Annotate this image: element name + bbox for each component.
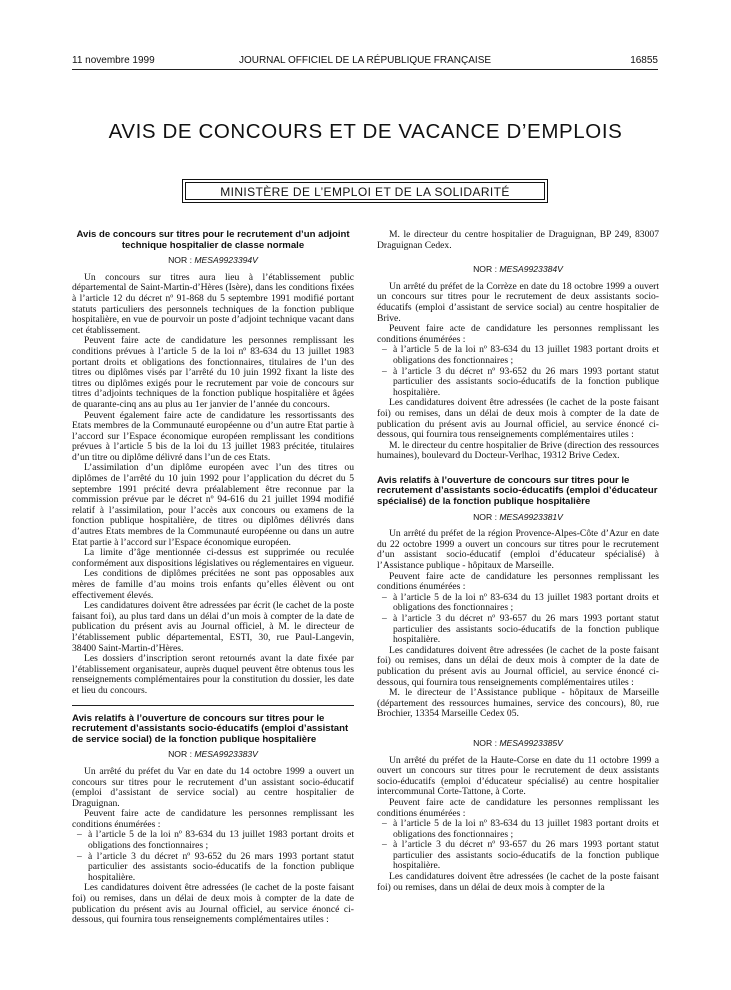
right-column: [377, 230, 659, 893]
paragraph: Les dossiers d’inscription seront retournés avant la date fixée par l’établissement organisateur, auprès duquel peuvent être obtenus tous les renseignements complémentaires pour la constitution du dossier, les date et lieu du concours.: [72, 653, 354, 696]
paragraph: Les candidatures doivent être adressées (le cachet de la poste faisant foi) ou remises, dans un délai de deux mois à compter de la date de publication du présent avis au Journal officiel, au service énoncé ci-dessous, qui fournira tous renseignements complémentaires utiles :: [72, 882, 354, 926]
nor-code: MESA9923385V: [499, 737, 563, 748]
header-rule: [72, 69, 658, 70]
paragraph: Les conditions de diplômes précitées ne sont pas opposables aux mères de famille d’au moins trois enfants qu’elles élèvent ou ont effectivement élevés.: [72, 568, 354, 601]
paragraph: Les candidatures doivent être adressées par écrit (le cachet de la poste faisant foi), au plus tard dans un délai d’un mois à compter de la date de publication du présent avis au Journal officiel, à M. le directeur de l’établissement public départemental, ESTI, 30, rue Paul-Langevin, 38400 Saint-Martin-d’Hères.: [72, 600, 354, 654]
list-item: – à l’article 5 de la loi nº 83-634 du 13 juillet 1983 portant droits et obligations des fonctionnaires ;: [377, 593, 659, 614]
paragraph: Les candidatures doivent être adressées (le cachet de la poste faisant foi) ou remises, dans un délai de deux mois à compter de la date de publication du présent avis au Journal officiel, au service énoncé ci-dessous, qui fournira tous renseignements complémentaires utiles :: [377, 644, 659, 688]
list-item: – à l’article 3 du décret nº 93-657 du 26 mars 1993 portant statut particulier des assistants socio-éducatifs de la fonction publique hospitalière.: [377, 840, 659, 872]
paragraph: Peuvent faire acte de candidature les personnes remplissant les conditions énumérées :: [377, 570, 659, 593]
nor-label: NOR :: [168, 255, 192, 266]
nor-label: NOR :: [168, 749, 192, 760]
conditions-list: [377, 819, 659, 872]
list-item: – à l’article 5 de la loi nº 83-634 du 13 juillet 1983 portant droits et obligations des fonctionnaires ;: [377, 819, 659, 840]
paragraph: Les candidatures doivent être adressées (le cachet de la poste faisant foi) ou remises, dans un délai de deux mois à compter de la date de publication du présent avis au Journal officiel, au service énoncé ci-dessous, qui fournira tous renseignements complémentaires utiles :: [377, 397, 659, 441]
spacer: [377, 251, 659, 260]
conditions-list: [377, 345, 659, 398]
paragraph: Un arrêté du préfet du Var en date du 14 octobre 1999 a ouvert un concours sur titres pour le recrutement d’un assistant socio-éducatif (emploi d’assistant de service social) au centre hospitalier de Draguignan.: [72, 765, 354, 809]
paragraph: Les candidatures doivent être adressées (le cachet de la poste faisant foi) ou remises, dans un délai de deux mois à compter de la: [377, 871, 659, 893]
spacer: [377, 462, 659, 476]
main-title: AVIS DE CONCOURS ET DE VACANCE D’EMPLOIS: [108, 120, 623, 143]
page-number: 16855: [630, 55, 658, 66]
list-item: – à l’article 3 du décret nº 93-652 du 26 mars 1993 portant statut particulier des assistants socio-éducatifs de la fonction publique hospitalière.: [377, 367, 659, 399]
list-item: – à l’article 5 de la loi nº 83-634 du 13 juillet 1983 portant droits et obligations des fonctionnaires ;: [72, 830, 354, 851]
nor-reference: [377, 264, 659, 275]
nor-code: MESA9923383V: [194, 749, 258, 760]
paragraph: Un concours sur titres aura lieu à l’établissement public départemental de Saint-Martin-d’Hères (Isère), dans les conditions fixées à l’article 12 du décret nº 91-868 du 5 septembre 1991 modifié portant statuts particuliers des personnels techniques de la fonction publique hospitalière, en vue de pourvoir un poste d’adjoint technique vacant dans cet établissement.: [72, 271, 354, 336]
nor-code: MESA9923381V: [499, 511, 563, 522]
nor-reference: [72, 255, 354, 266]
conditions-list: [377, 593, 659, 646]
conditions-list: [72, 830, 354, 883]
notice-title: Avis relatifs à l’ouverture de concours sur titres pour le recrutement d’assistants socio-éducatifs (emploi d’éducateur spécialisé) de la fonction publique hospitalière: [377, 474, 658, 508]
paragraph: M. le directeur du centre hospitalier de Brive (direction des ressources humaines), boulevard du Docteur-Verlhac, 19312 Brive Cedex.: [377, 439, 659, 462]
nor-label: NOR :: [473, 737, 497, 748]
notice-title: Avis relatifs à l’ouverture de concours sur titres pour le recrutement d’assistants socio-éducatifs (emploi d’assistant de service social) de la fonction publique hospitalière: [72, 712, 349, 745]
paragraph: M. le directeur du centre hospitalier de Draguignan, BP 249, 83007 Draguignan Cedex.: [377, 229, 659, 251]
paragraph: Peuvent faire acte de candidature les personnes remplissant les conditions énumérées :: [377, 796, 659, 819]
paragraph: Peuvent faire acte de candidature les personnes remplissant les conditions prévues à l’article 5 de la loi nº 83-634 du 13 juillet 1983 portant droits et obligations des fonctionnaires, titulaires de l’un des titres ou diplômes visés par l’arrêté du 10 juin 1992 fixant la liste des titres ou diplômes exigés pour le recrutement par voie de concours sur titres d’adjoints techniques de la fonction publique hospitalière et âgées de quarante-cinq ans au plus au 1er janvier de l’année du concours.: [72, 335, 354, 410]
nor-reference: [72, 749, 354, 760]
notice-title: Avis de concours sur titres pour le recrutement d’un adjoint technique hospitalier de classe normale: [76, 229, 350, 251]
left-column: [72, 230, 354, 926]
list-item: – à l’article 3 du décret nº 93-657 du 26 mars 1993 portant statut particulier des assistants socio-éducatifs de la fonction publique hospitalière.: [377, 614, 659, 646]
nor-code: MESA9923394V: [194, 255, 258, 266]
ministry-name: MINISTÈRE DE L’EMPLOI ET DE LA SOLIDARITÉ: [185, 182, 545, 200]
paragraph: Un arrêté du préfet de la région Provence-Alpes-Côte d’Azur en date du 22 octobre 1999 a ouvert un concours sur titres pour le recrutement d’un assistant socio-éducatif (emploi d’éducateur spécialisé) à l’Assistance publique - hôpitaux de Marseille.: [377, 528, 659, 572]
list-item: – à l’article 3 du décret nº 93-652 du 26 mars 1993 portant statut particulier des assistants socio-éducatifs de la fonction publique hospitalière.: [72, 852, 354, 884]
nor-label: NOR :: [473, 511, 497, 522]
paragraph: Peuvent faire acte de candidature les personnes remplissant les conditions énumérées :: [377, 323, 659, 345]
paragraph: L’assimilation d’un diplôme européen avec l’un des titres ou diplômes de l’arrêté du 10 juin 1992 pour l’application du décret du 5 septembre 1991 précité devra préalablement être reconnue par la commission prévue par le décret nº 94-616 du 21 juillet 1994 modifié relatif à l’assimilation, pour l’accès aux concours ou examens de la fonction publique hospitalière, de titres ou diplômes délivrés dans d’autres Etats membres de la Communauté européenne ou dans un autre Etat partie à l’accord sur l’Espace économique européen.: [72, 462, 354, 548]
ministry-box: [182, 179, 548, 203]
paragraph: M. le directeur de l’Assistance publique - hôpitaux de Marseille (département des ressources humaines, service des concours), 80, rue Brochier, 13354 Marseille Cedex 05.: [377, 687, 659, 720]
nor-reference: [377, 512, 659, 523]
paragraph: Peuvent faire acte de candidature les personnes remplissant les conditions énumérées :: [72, 808, 354, 830]
page-header: [72, 55, 658, 69]
paragraph: Un arrêté du préfet de la Corrèze en date du 18 octobre 1999 a ouvert un concours sur titres pour le recrutement de deux assistants socio-éducatifs (emploi d’assistant de service social) au centre hospitalier de Brive.: [377, 280, 659, 324]
issue-date: 11 novembre 1999: [72, 55, 155, 66]
nor-reference: [377, 738, 659, 749]
list-item: – à l’article 5 de la loi nº 83-634 du 13 juillet 1983 portant droits et obligations des fonctionnaires ;: [377, 345, 659, 366]
nor-label: NOR :: [473, 264, 497, 275]
journal-title: JOURNAL OFFICIEL DE LA RÉPUBLIQUE FRANÇAISE: [238, 55, 492, 66]
spacer: [377, 720, 659, 734]
nor-code: MESA9923384V: [499, 264, 563, 275]
paragraph: Peuvent également faire acte de candidature les ressortissants des Etats membres de la Communauté européenne ou d’un autre Etat partie à l’accord sur l’Espace économique européen remplissant les conditions prévues à l’article 5 bis de la loi du 13 juillet 1983 précitée, titulaires d’un titre ou diplôme délivré dans l’un de ces Etats.: [72, 409, 354, 463]
paragraph: La limite d’âge mentionnée ci-dessus est supprimée ou reculée conformément aux dispositions législatives ou réglementaires en vigueur.: [72, 547, 354, 569]
paragraph: Un arrêté du préfet de la Haute-Corse en date du 11 octobre 1999 a ouvert un concours sur titres pour le recrutement de deux assistants socio-éducatifs (emploi d’éducateur spécialisé) au centre hospitalier intercommunal Corte-Tattone, à Corte.: [377, 754, 659, 798]
